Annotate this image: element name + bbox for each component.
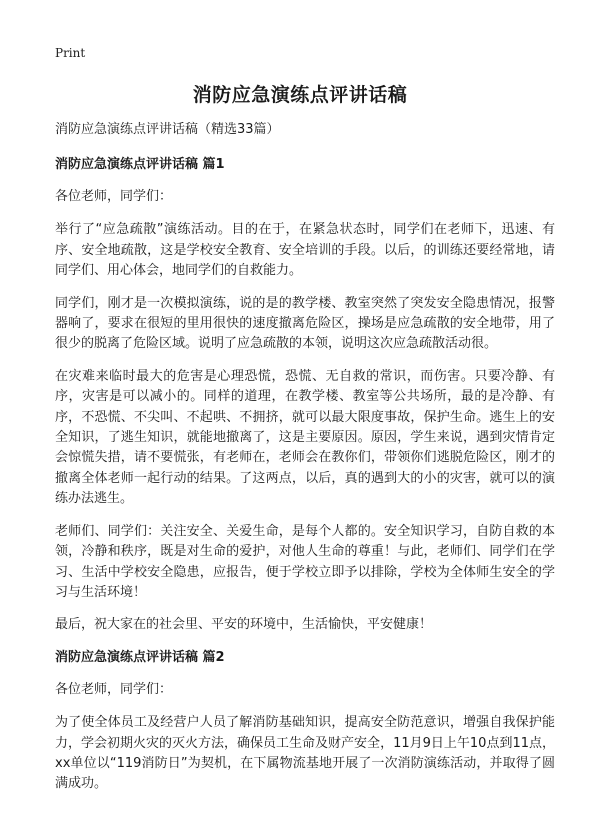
body-paragraph: 同学们，刚才是一次模拟演练，说的是的教学楼、教室突然了突发安全隐患情况，报警器响了，要求在很短的里用很快的速度撤离危险区，操场是应急疏散的安全地带，用了很少的脱离了危险区域。说明了应急疏散的本领，说明这次应急疏散活动很。 (55, 295, 555, 352)
body-paragraph: 举行了“应急疏散”演练活动。目的在于，在紧急状态时，同学们在老师下，迅速、有序、安全地疏散，这是学校安全教育、安全培训的手段。以后，的训练还要经常地，请同学们、用心体会，地同学们的自救能力。 (55, 222, 555, 279)
greeting-paragraph: 各位老师，同学们： (55, 189, 173, 204)
document-title: 消防应急演练点评讲话稿 (192, 84, 408, 106)
section-heading: 消防应急演练点评讲话稿 篇1 (55, 157, 225, 172)
body-paragraph: 最后，祝大家在的社会里、平安的环境中，生活愉快，平安健康！ (55, 617, 433, 633)
document-body (55, 120, 555, 807)
print-link[interactable]: Print (55, 46, 86, 60)
section-heading: 消防应急演练点评讲话稿 篇2 (55, 649, 225, 665)
body-paragraph: 在灾难来临时最大的危害是心理恐慌，恐慌、无自救的常识，而伤害。只要冷静、有序，灾害是可以减小的。同样的道理，在教学楼、教室等公共场所，最的是冷静、有序，不恐慌、不尖叫、不起哄、不拥挤，就可以最大限度事故，保护生命。逃生上的安全知识，了逃生知识，就能地撤离了，这是主要原因。原因，学生来说，遇到灾情肯定会惊慌失措，请不要慌张，有老师在，老师会在教你们，带领你们逃脱危险区，刚才的撤离全体老师一起行动的结果。了这两点，以后，真的遇到大的小的灾害，就可以的演练办法逃生。 (55, 368, 555, 507)
body-paragraph: 为了使全体员工及经营户人员了解消防基础知识，提高安全防范意识，增强自我保护能力，学会初期火灾的灭火方法，确保员工生命及财产安全，11月9日上午10点到11点，xx单位以“119消防日”为契机，在下属物流基地开展了一次消防演练活动，并取得了圆满成功。 (55, 715, 555, 792)
document-subtitle: 消防应急演练点评讲话稿（精选33篇） (55, 122, 280, 137)
body-paragraph: 老师们、同学们：关注安全、关爱生命，是每个人都的。安全知识学习，自防自救的本领，冷静和秩序，既是对生命的爱护，对他人生命的尊重！与此，老师们、同学们在学习、生活中学校安全隐患，应报告，便于学校立即予以排除，学校为全体师生安全的学习与生活环境！ (55, 523, 555, 600)
greeting-paragraph: 各位老师，同学们： (55, 681, 173, 697)
